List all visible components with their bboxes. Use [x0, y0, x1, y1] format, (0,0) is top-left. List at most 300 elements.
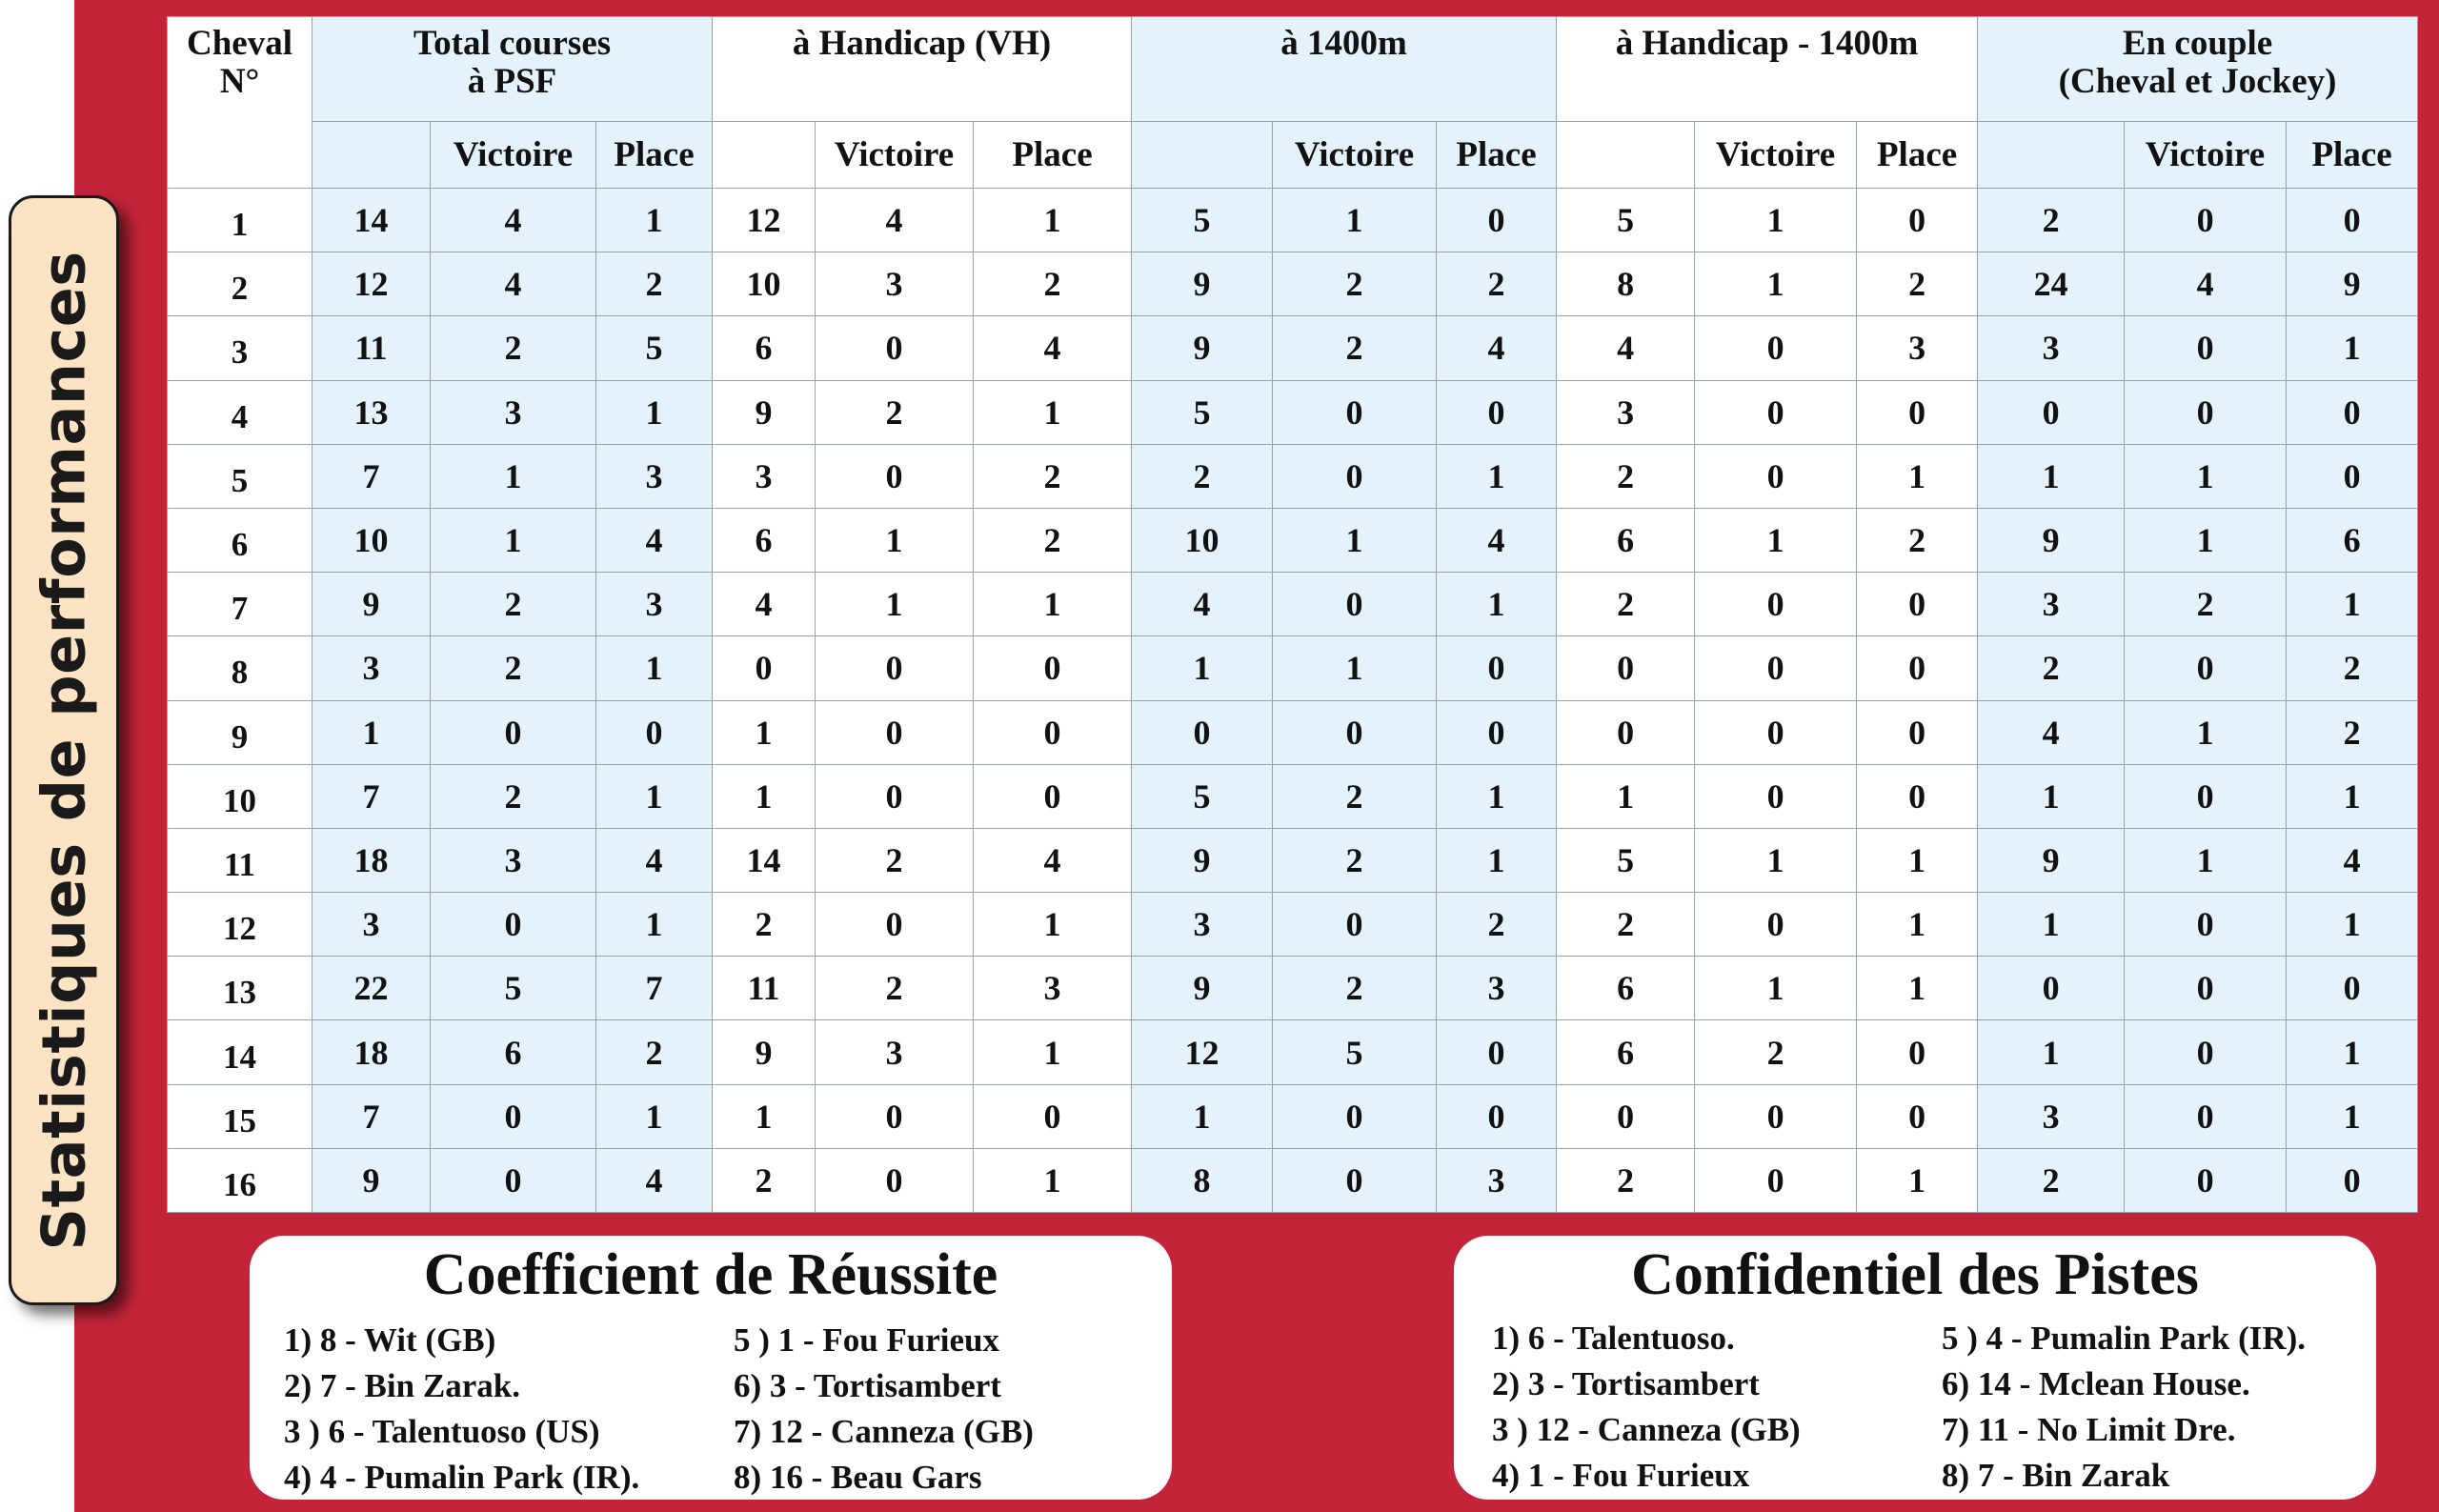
- cell-handicap-victoire: 0: [816, 700, 974, 764]
- cell-handicap1400: 5: [1557, 189, 1695, 252]
- cell-handicap1400-victoire: 0: [1695, 700, 1857, 764]
- list-item: 4) 4 - Pumalin Park (IR).: [284, 1459, 640, 1496]
- cell-handicap1400-place: 1: [1857, 828, 1978, 892]
- cell-m1400-place: 0: [1437, 700, 1557, 764]
- cell-handicap1400: 4: [1557, 316, 1695, 380]
- cell-handicap1400-place: 2: [1857, 252, 1978, 316]
- cell-handicap-victoire: 0: [816, 893, 974, 957]
- header-blank: [1978, 122, 2125, 189]
- cell-total-place: 2: [596, 252, 713, 316]
- cell-couple-victoire: 1: [2125, 444, 2287, 508]
- cell-couple-victoire: 1: [2125, 700, 2287, 764]
- cell-total-place: 1: [596, 764, 713, 828]
- cell-total-place: 1: [596, 636, 713, 700]
- table-row: [168, 636, 2418, 700]
- cell-couple: 9: [1978, 828, 2125, 892]
- cell-couple-victoire: 1: [2125, 508, 2287, 572]
- cell-handicap1400-place: 0: [1857, 1084, 1978, 1148]
- coefficient-box: [250, 1236, 1172, 1500]
- list-item: 2) 3 - Tortisambert: [1492, 1365, 1760, 1402]
- cell-m1400: 9: [1132, 957, 1273, 1020]
- cell-couple-victoire: 0: [2125, 380, 2287, 444]
- cell-total-place: 7: [596, 957, 713, 1020]
- cell-handicap: 3: [713, 444, 816, 508]
- cell-couple-place: 1: [2287, 573, 2418, 636]
- horse-number-cell: 4: [168, 380, 312, 444]
- table-row: [168, 573, 2418, 636]
- cell-handicap-place: 1: [974, 189, 1132, 252]
- cell-m1400-place: 0: [1437, 380, 1557, 444]
- cell-m1400: 9: [1132, 252, 1273, 316]
- cell-handicap-place: 1: [974, 1148, 1132, 1212]
- cell-couple-place: 4: [2287, 828, 2418, 892]
- cell-handicap1400: 3: [1557, 380, 1695, 444]
- cell-handicap-victoire: 1: [816, 508, 974, 572]
- cell-couple-victoire: 0: [2125, 1148, 2287, 1212]
- header-victoire: Victoire: [1273, 122, 1437, 189]
- cell-handicap1400-victoire: 0: [1695, 636, 1857, 700]
- cell-m1400: 0: [1132, 700, 1273, 764]
- cell-couple: 1: [1978, 764, 2125, 828]
- cell-couple: 1: [1978, 444, 2125, 508]
- list-item: 2) 7 - Bin Zarak.: [284, 1367, 520, 1404]
- cell-m1400: 5: [1132, 380, 1273, 444]
- cell-m1400-victoire: 0: [1273, 1148, 1437, 1212]
- cell-handicap1400: 5: [1557, 828, 1695, 892]
- cell-handicap1400: 8: [1557, 252, 1695, 316]
- cell-m1400-place: 1: [1437, 573, 1557, 636]
- cell-couple-victoire: 0: [2125, 189, 2287, 252]
- cell-m1400-place: 1: [1437, 764, 1557, 828]
- horse-number-cell: 1: [168, 189, 312, 252]
- cell-handicap-victoire: 0: [816, 316, 974, 380]
- table-row: [168, 252, 2418, 316]
- cell-handicap1400-place: 0: [1857, 189, 1978, 252]
- cell-couple-place: 9: [2287, 252, 2418, 316]
- cell-handicap: 6: [713, 316, 816, 380]
- header-en-couple: En couple (Cheval et Jockey): [1978, 17, 2418, 122]
- cell-m1400-victoire: 0: [1273, 380, 1437, 444]
- table-row: [168, 316, 2418, 380]
- cell-couple: 3: [1978, 316, 2125, 380]
- cell-couple: 3: [1978, 1084, 2125, 1148]
- cell-handicap1400: 0: [1557, 700, 1695, 764]
- cell-handicap1400-victoire: 1: [1695, 508, 1857, 572]
- list-item: 3 ) 6 - Talentuoso (US): [284, 1413, 600, 1450]
- cell-m1400-victoire: 0: [1273, 700, 1437, 764]
- cell-total: 9: [312, 573, 431, 636]
- cell-m1400-place: 1: [1437, 444, 1557, 508]
- cell-handicap: 14: [713, 828, 816, 892]
- cell-couple: 1: [1978, 1020, 2125, 1084]
- cell-handicap-victoire: 0: [816, 1084, 974, 1148]
- cell-handicap-victoire: 0: [816, 764, 974, 828]
- cell-handicap1400: 6: [1557, 1020, 1695, 1084]
- confidentiel-box: [1454, 1236, 2376, 1500]
- horse-number-cell: 11: [168, 828, 312, 892]
- cell-couple: 1: [1978, 893, 2125, 957]
- cell-m1400-place: 2: [1437, 252, 1557, 316]
- table-body: [168, 189, 2418, 1213]
- cell-m1400: 10: [1132, 508, 1273, 572]
- cell-couple-place: 6: [2287, 508, 2418, 572]
- cell-m1400: 4: [1132, 573, 1273, 636]
- header-blank: [1557, 122, 1695, 189]
- cell-m1400-victoire: 2: [1273, 957, 1437, 1020]
- table-row: [168, 893, 2418, 957]
- cell-handicap1400-victoire: 1: [1695, 252, 1857, 316]
- table-row: [168, 189, 2418, 252]
- cell-total-victoire: 4: [431, 189, 596, 252]
- cell-m1400-victoire: 0: [1273, 573, 1437, 636]
- cell-handicap1400: 6: [1557, 957, 1695, 1020]
- side-title: Statistiques de performances: [29, 250, 99, 1251]
- cell-handicap1400-victoire: 0: [1695, 1148, 1857, 1212]
- cell-handicap-place: 2: [974, 444, 1132, 508]
- cell-couple-victoire: 1: [2125, 828, 2287, 892]
- header-place: Place: [2287, 122, 2418, 189]
- cell-m1400-place: 0: [1437, 1020, 1557, 1084]
- cell-couple-place: 2: [2287, 700, 2418, 764]
- cell-handicap1400-place: 1: [1857, 1148, 1978, 1212]
- cell-total-victoire: 1: [431, 508, 596, 572]
- cell-couple-victoire: 2: [2125, 573, 2287, 636]
- horse-number-cell: 7: [168, 573, 312, 636]
- header-place: Place: [1437, 122, 1557, 189]
- cell-handicap-victoire: 2: [816, 957, 974, 1020]
- cell-couple-victoire: 0: [2125, 1020, 2287, 1084]
- cell-total-place: 1: [596, 1084, 713, 1148]
- cell-couple-victoire: 0: [2125, 764, 2287, 828]
- cell-handicap1400-place: 0: [1857, 764, 1978, 828]
- cell-handicap: 0: [713, 636, 816, 700]
- header-victoire: Victoire: [816, 122, 974, 189]
- header-victoire: Victoire: [431, 122, 596, 189]
- cell-couple-place: 0: [2287, 957, 2418, 1020]
- cell-handicap-victoire: 0: [816, 1148, 974, 1212]
- header-victoire: Victoire: [1695, 122, 1857, 189]
- cell-total-victoire: 2: [431, 316, 596, 380]
- cell-total-victoire: 0: [431, 893, 596, 957]
- list-item: 7) 12 - Canneza (GB): [734, 1413, 1034, 1450]
- cell-handicap1400: 2: [1557, 1148, 1695, 1212]
- cell-total-victoire: 1: [431, 444, 596, 508]
- cell-couple-place: 0: [2287, 380, 2418, 444]
- cell-handicap1400-victoire: 0: [1695, 444, 1857, 508]
- cell-m1400: 12: [1132, 1020, 1273, 1084]
- cell-couple-place: 1: [2287, 1020, 2418, 1084]
- cell-handicap: 10: [713, 252, 816, 316]
- cell-total-victoire: 6: [431, 1020, 596, 1084]
- horse-number-cell: 13: [168, 957, 312, 1020]
- cell-couple-victoire: 0: [2125, 316, 2287, 380]
- header-blank: [1132, 122, 1273, 189]
- cell-couple: 2: [1978, 189, 2125, 252]
- cell-total-victoire: 3: [431, 380, 596, 444]
- confidentiel-list-left: [1492, 1316, 1801, 1499]
- cell-total-place: 2: [596, 1020, 713, 1084]
- header-handicap-1400m: à Handicap - 1400m: [1557, 17, 1978, 122]
- cell-m1400: 3: [1132, 893, 1273, 957]
- cell-total-place: 1: [596, 380, 713, 444]
- list-item: 6) 14 - Mclean House.: [1942, 1365, 2250, 1402]
- cell-handicap: 9: [713, 380, 816, 444]
- cell-couple-victoire: 0: [2125, 636, 2287, 700]
- cell-handicap1400-place: 0: [1857, 636, 1978, 700]
- cell-handicap1400-place: 0: [1857, 700, 1978, 764]
- cell-m1400-place: 2: [1437, 893, 1557, 957]
- cell-total-place: 5: [596, 316, 713, 380]
- cell-m1400: 1: [1132, 1084, 1273, 1148]
- cell-handicap1400-victoire: 1: [1695, 957, 1857, 1020]
- cell-total: 7: [312, 444, 431, 508]
- cell-handicap: 6: [713, 508, 816, 572]
- cell-total: 11: [312, 316, 431, 380]
- cell-total: 3: [312, 636, 431, 700]
- cell-handicap1400-place: 3: [1857, 316, 1978, 380]
- cell-handicap1400-victoire: 0: [1695, 1084, 1857, 1148]
- cell-handicap-victoire: 4: [816, 189, 974, 252]
- cell-m1400-place: 4: [1437, 508, 1557, 572]
- cell-handicap1400-victoire: 0: [1695, 380, 1857, 444]
- cell-total: 10: [312, 508, 431, 572]
- cell-m1400-place: 1: [1437, 828, 1557, 892]
- table-row: [168, 764, 2418, 828]
- cell-handicap1400-victoire: 0: [1695, 316, 1857, 380]
- cell-total-victoire: 2: [431, 764, 596, 828]
- cell-total-place: 1: [596, 189, 713, 252]
- cell-couple-place: 0: [2287, 1148, 2418, 1212]
- cell-total-place: 4: [596, 1148, 713, 1212]
- cell-handicap-place: 4: [974, 828, 1132, 892]
- cell-handicap-place: 2: [974, 252, 1132, 316]
- coefficient-list-left: [284, 1318, 639, 1501]
- cell-handicap1400-victoire: 0: [1695, 573, 1857, 636]
- cell-m1400-place: 0: [1437, 189, 1557, 252]
- side-tab: [9, 195, 119, 1305]
- cell-handicap1400: 2: [1557, 444, 1695, 508]
- header-total-courses: Total courses à PSF: [312, 17, 713, 122]
- cell-handicap1400-victoire: 2: [1695, 1020, 1857, 1084]
- cell-total: 7: [312, 764, 431, 828]
- table-row: [168, 508, 2418, 572]
- cell-handicap-place: 2: [974, 508, 1132, 572]
- cell-m1400: 2: [1132, 444, 1273, 508]
- cell-m1400-victoire: 2: [1273, 316, 1437, 380]
- header-handicap: à Handicap (VH): [713, 17, 1132, 122]
- cell-total-place: 1: [596, 893, 713, 957]
- horse-number-cell: 8: [168, 636, 312, 700]
- cell-handicap1400: 0: [1557, 636, 1695, 700]
- cell-handicap: 9: [713, 1020, 816, 1084]
- cell-total-victoire: 0: [431, 1148, 596, 1212]
- cell-m1400-place: 3: [1437, 1148, 1557, 1212]
- cell-handicap1400-victoire: 0: [1695, 893, 1857, 957]
- cell-handicap: 1: [713, 764, 816, 828]
- cell-couple-victoire: 0: [2125, 1084, 2287, 1148]
- table-row: [168, 380, 2418, 444]
- list-item: 3 ) 12 - Canneza (GB): [1492, 1411, 1801, 1448]
- cell-handicap1400-place: 0: [1857, 380, 1978, 444]
- table-row: [168, 700, 2418, 764]
- cell-total-victoire: 2: [431, 636, 596, 700]
- horse-number-cell: 9: [168, 700, 312, 764]
- horse-number-cell: 5: [168, 444, 312, 508]
- header-place: Place: [1857, 122, 1978, 189]
- cell-handicap1400: 2: [1557, 893, 1695, 957]
- header-horse-number: Cheval N°: [168, 17, 312, 189]
- cell-couple-place: 0: [2287, 189, 2418, 252]
- cell-couple: 2: [1978, 636, 2125, 700]
- cell-m1400-victoire: 1: [1273, 636, 1437, 700]
- cell-m1400-victoire: 0: [1273, 444, 1437, 508]
- cell-m1400-place: 3: [1437, 957, 1557, 1020]
- cell-handicap-place: 1: [974, 573, 1132, 636]
- cell-handicap-victoire: 3: [816, 1020, 974, 1084]
- cell-couple-place: 1: [2287, 893, 2418, 957]
- cell-handicap: 2: [713, 893, 816, 957]
- cell-handicap-victoire: 0: [816, 444, 974, 508]
- cell-m1400-victoire: 1: [1273, 189, 1437, 252]
- horse-number-cell: 15: [168, 1084, 312, 1148]
- cell-handicap: 11: [713, 957, 816, 1020]
- cell-couple-victoire: 4: [2125, 252, 2287, 316]
- cell-handicap-place: 1: [974, 893, 1132, 957]
- cell-total: 7: [312, 1084, 431, 1148]
- list-item: 8) 7 - Bin Zarak: [1942, 1457, 2170, 1494]
- cell-couple: 3: [1978, 573, 2125, 636]
- table-row: [168, 444, 2418, 508]
- cell-handicap-place: 0: [974, 764, 1132, 828]
- cell-total-victoire: 3: [431, 828, 596, 892]
- cell-couple: 0: [1978, 957, 2125, 1020]
- cell-handicap1400-place: 1: [1857, 444, 1978, 508]
- performance-table: [167, 16, 2418, 1213]
- cell-total-place: 0: [596, 700, 713, 764]
- cell-m1400: 5: [1132, 764, 1273, 828]
- list-item: 4) 1 - Fou Furieux: [1492, 1457, 1750, 1494]
- cell-handicap-place: 0: [974, 1084, 1132, 1148]
- cell-couple-place: 1: [2287, 316, 2418, 380]
- cell-handicap-place: 0: [974, 636, 1132, 700]
- cell-handicap1400: 2: [1557, 573, 1695, 636]
- header-place: Place: [974, 122, 1132, 189]
- horse-number-cell: 12: [168, 893, 312, 957]
- header-1400m: à 1400m: [1132, 17, 1557, 122]
- confidentiel-list-right: [1942, 1316, 2306, 1499]
- cell-handicap-victoire: 2: [816, 828, 974, 892]
- cell-handicap1400-victoire: 1: [1695, 189, 1857, 252]
- table-row: [168, 828, 2418, 892]
- horse-number-cell: 3: [168, 316, 312, 380]
- cell-total-victoire: 0: [431, 700, 596, 764]
- cell-total-place: 4: [596, 828, 713, 892]
- cell-total-victoire: 5: [431, 957, 596, 1020]
- cell-handicap: 2: [713, 1148, 816, 1212]
- cell-handicap1400-place: 0: [1857, 573, 1978, 636]
- cell-couple-place: 1: [2287, 1084, 2418, 1148]
- cell-m1400-victoire: 0: [1273, 893, 1437, 957]
- table-row: [168, 957, 2418, 1020]
- cell-handicap: 1: [713, 1084, 816, 1148]
- cell-total: 22: [312, 957, 431, 1020]
- cell-m1400: 8: [1132, 1148, 1273, 1212]
- cell-m1400-place: 4: [1437, 316, 1557, 380]
- header-place: Place: [596, 122, 713, 189]
- cell-total: 18: [312, 828, 431, 892]
- cell-handicap-place: 0: [974, 700, 1132, 764]
- list-item: 6) 3 - Tortisambert: [734, 1367, 1001, 1404]
- cell-couple-place: 1: [2287, 764, 2418, 828]
- cell-m1400-victoire: 2: [1273, 828, 1437, 892]
- cell-total-place: 3: [596, 444, 713, 508]
- confidentiel-title: Confidentiel des Pistes: [1631, 1242, 2199, 1307]
- cell-m1400-victoire: 1: [1273, 508, 1437, 572]
- cell-m1400-place: 0: [1437, 636, 1557, 700]
- coefficient-title: Coefficient de Réussite: [423, 1242, 998, 1307]
- cell-total: 13: [312, 380, 431, 444]
- table-row: [168, 1020, 2418, 1084]
- cell-m1400-victoire: 2: [1273, 764, 1437, 828]
- cell-couple: 9: [1978, 508, 2125, 572]
- header-blank: [312, 122, 431, 189]
- cell-couple-victoire: 0: [2125, 957, 2287, 1020]
- cell-couple: 24: [1978, 252, 2125, 316]
- cell-handicap-place: 3: [974, 957, 1132, 1020]
- coefficient-list-right: [734, 1318, 1034, 1501]
- cell-handicap1400-place: 1: [1857, 957, 1978, 1020]
- cell-m1400: 1: [1132, 636, 1273, 700]
- cell-handicap-victoire: 2: [816, 380, 974, 444]
- cell-m1400: 5: [1132, 189, 1273, 252]
- cell-total: 12: [312, 252, 431, 316]
- cell-total-place: 4: [596, 508, 713, 572]
- cell-m1400: 9: [1132, 316, 1273, 380]
- cell-handicap1400: 0: [1557, 1084, 1695, 1148]
- header-victoire: Victoire: [2125, 122, 2287, 189]
- cell-couple: 2: [1978, 1148, 2125, 1212]
- cell-handicap-victoire: 3: [816, 252, 974, 316]
- list-item: 1) 8 - Wit (GB): [284, 1321, 496, 1359]
- cell-total-victoire: 2: [431, 573, 596, 636]
- list-item: 1) 6 - Talentuoso.: [1492, 1320, 1735, 1357]
- cell-handicap1400-place: 0: [1857, 1020, 1978, 1084]
- table-row: [168, 1148, 2418, 1212]
- list-item: 8) 16 - Beau Gars: [734, 1459, 982, 1496]
- cell-handicap: 12: [713, 189, 816, 252]
- horse-number-cell: 14: [168, 1020, 312, 1084]
- cell-handicap1400: 1: [1557, 764, 1695, 828]
- horse-number-cell: 6: [168, 508, 312, 572]
- cell-total-place: 3: [596, 573, 713, 636]
- cell-total: 18: [312, 1020, 431, 1084]
- cell-handicap-victoire: 0: [816, 636, 974, 700]
- cell-handicap-place: 4: [974, 316, 1132, 380]
- cell-couple-victoire: 0: [2125, 893, 2287, 957]
- cell-handicap: 4: [713, 573, 816, 636]
- cell-m1400: 9: [1132, 828, 1273, 892]
- cell-handicap1400-victoire: 1: [1695, 828, 1857, 892]
- cell-handicap: 1: [713, 700, 816, 764]
- cell-total: 9: [312, 1148, 431, 1212]
- horse-number-cell: 10: [168, 764, 312, 828]
- cell-m1400-place: 0: [1437, 1084, 1557, 1148]
- horse-number-cell: 2: [168, 252, 312, 316]
- cell-couple: 4: [1978, 700, 2125, 764]
- cell-handicap1400: 6: [1557, 508, 1695, 572]
- cell-handicap-place: 1: [974, 1020, 1132, 1084]
- cell-handicap-place: 1: [974, 380, 1132, 444]
